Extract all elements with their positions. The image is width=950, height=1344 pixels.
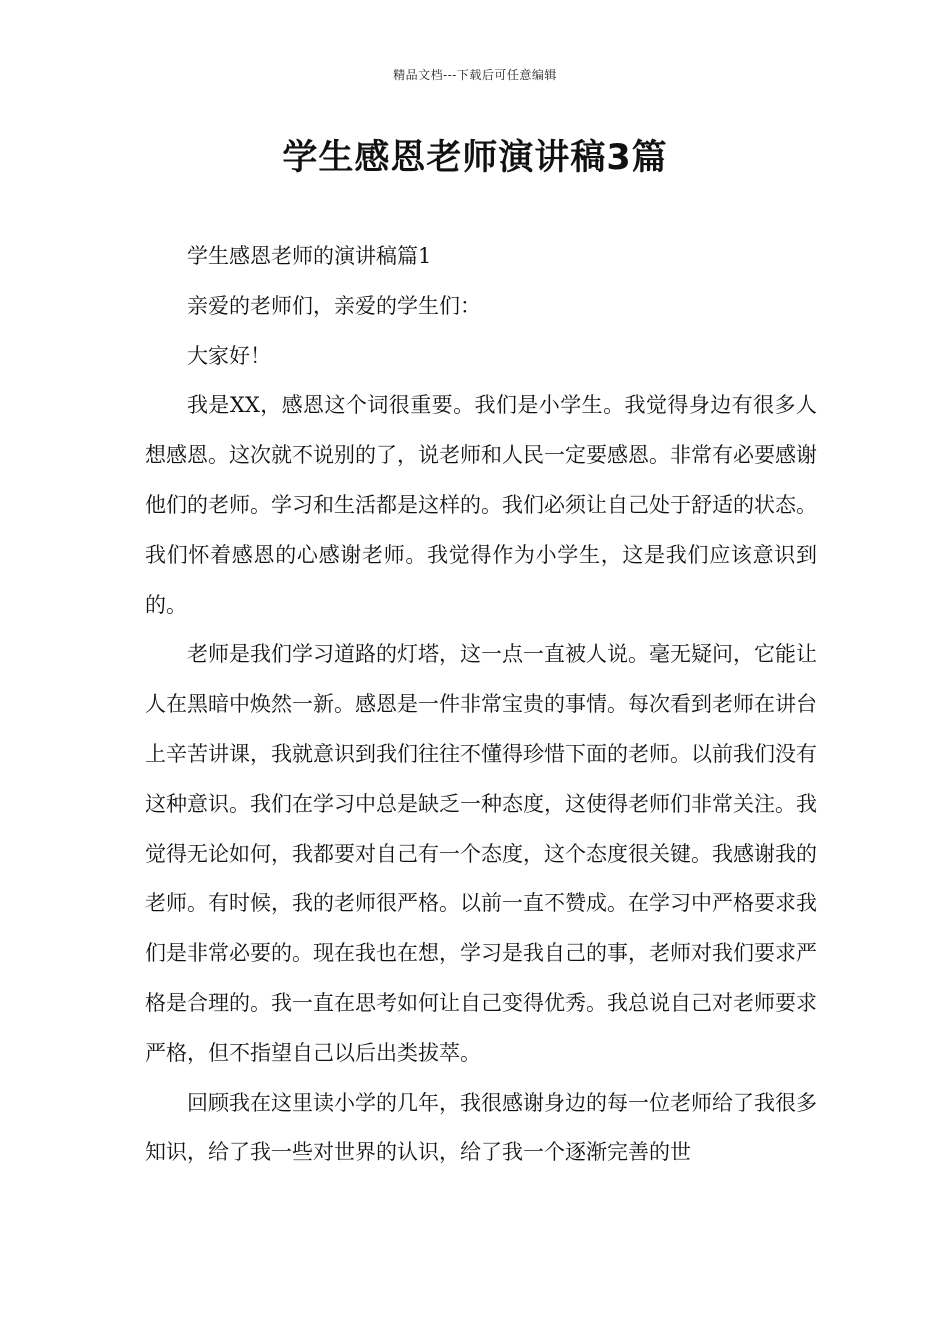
body-paragraph: 回顾我在这里读小学的几年，我很感谢身边的每一位老师给了我很多知识，给了我一些对世界的认识，给了我一个逐渐完善的世	[145, 1090, 817, 1165]
salutation: 亲爱的老师们，亲爱的学生们：	[187, 293, 481, 318]
section-heading: 学生感恩老师的演讲稿篇1	[187, 244, 432, 268]
document-body	[145, 232, 817, 1178]
greeting: 大家好！	[187, 343, 271, 368]
body-paragraph: 我是XX，感恩这个词很重要。我们是小学生。我觉得身边有很多人想感恩。这次就不说别的了，说老师和人民一定要感恩。非常有必要感谢他们的老师。学习和生活都是这样的。我们必须让自己处于舒适的状态。我们怀着感恩的心感谢老师。我觉得作为小学生，这是我们应该意识到的。	[145, 393, 817, 617]
document-title: 学生感恩老师演讲稿3篇	[282, 138, 668, 178]
body-paragraph: 老师是我们学习道路的灯塔，这一点一直被人说。毫无疑问，它能让人在黑暗中焕然一新。感恩是一件非常宝贵的事情。每次看到老师在讲台上辛苦讲课，我就意识到我们往往不懂得珍惜下面的老师。以前我们没有这种意识。我们在学习中总是缺乏一种态度，这使得老师们非常关注。我觉得无论如何，我都要对自己有一个态度，这个态度很关键。我感谢我的老师。有时候，我的老师很严格。以前一直不赞成。在学习中严格要求我们是非常必要的。现在我也在想，学习是我自己的事，老师对我们要求严格是合理的。我一直在思考如何让自己变得优秀。我总说自己对老师要求严格，但不指望自己以后出类拔萃。	[145, 642, 817, 1065]
header-note: 精品文档---下载后可任意编辑	[393, 68, 557, 82]
